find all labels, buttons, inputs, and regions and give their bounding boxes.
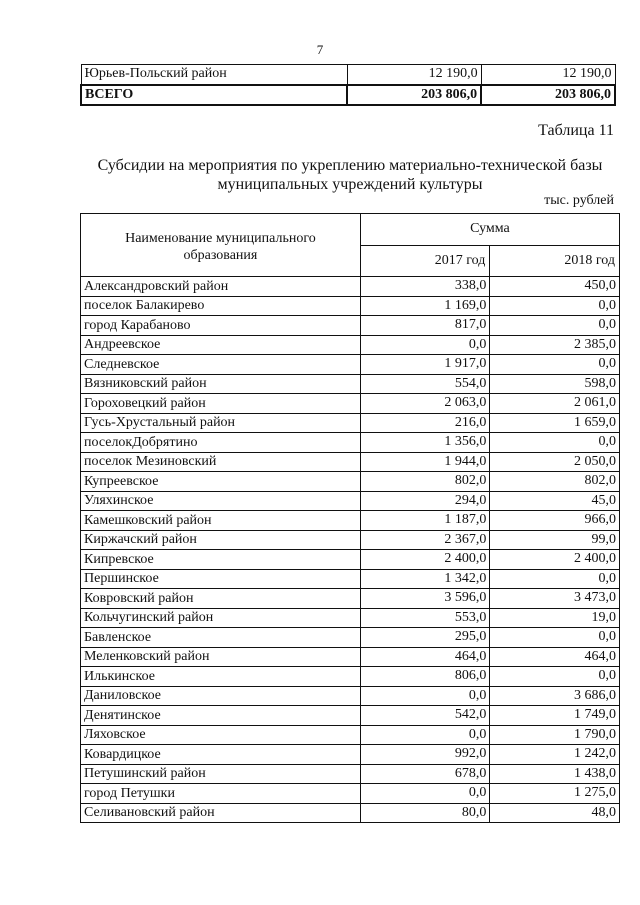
cell-2017: 802,0 xyxy=(360,472,490,492)
cell-name: Камешковский район xyxy=(81,511,361,531)
table-row xyxy=(81,530,620,550)
cell-name: поселок Мезиновский xyxy=(81,452,361,472)
cell-2018: 0,0 xyxy=(490,569,620,589)
cell-2018: 203 806,0 xyxy=(481,85,615,106)
cell-name: поселокДобрятино xyxy=(81,433,361,453)
header-year-2017: 2017 год xyxy=(360,245,490,277)
cell-2018: 1 659,0 xyxy=(490,413,620,433)
cell-2017: 1 169,0 xyxy=(360,296,490,316)
cell-name: Селивановский район xyxy=(81,803,361,823)
subsidies-table xyxy=(80,213,620,823)
continued-table xyxy=(80,64,616,106)
cell-2018: 3 473,0 xyxy=(490,589,620,609)
cell-2018: 1 275,0 xyxy=(490,784,620,804)
cell-2018: 45,0 xyxy=(490,491,620,511)
table-row xyxy=(81,277,620,297)
cell-2017: 992,0 xyxy=(360,745,490,765)
cell-name: поселок Балакирево xyxy=(81,296,361,316)
page-number: 7 xyxy=(316,42,324,57)
cell-2018: 2 385,0 xyxy=(490,335,620,355)
cell-2018: 0,0 xyxy=(490,667,620,687)
table-row xyxy=(81,745,620,765)
header-sum: Сумма xyxy=(360,214,619,246)
table-row xyxy=(81,413,620,433)
cell-2018: 1 749,0 xyxy=(490,706,620,726)
table-row xyxy=(81,647,620,667)
cell-2018: 802,0 xyxy=(490,472,620,492)
cell-2018: 1 242,0 xyxy=(490,745,620,765)
cell-name: ВСЕГО xyxy=(81,85,347,106)
cell-name: Купреевское xyxy=(81,472,361,492)
cell-2017: 678,0 xyxy=(360,764,490,784)
cell-2017: 338,0 xyxy=(360,277,490,297)
cell-name: Першинское xyxy=(81,569,361,589)
cell-2018: 1 438,0 xyxy=(490,764,620,784)
cell-name: Денятинское xyxy=(81,706,361,726)
cell-2018: 48,0 xyxy=(490,803,620,823)
header-name-line-1: Наименование муниципального xyxy=(125,231,316,246)
cell-2017: 2 367,0 xyxy=(360,530,490,550)
cell-2017: 1 917,0 xyxy=(360,355,490,375)
units-label: тыс. рублей xyxy=(544,193,614,208)
cell-2018: 0,0 xyxy=(490,628,620,648)
table-row xyxy=(81,296,620,316)
cell-2018: 3 686,0 xyxy=(490,686,620,706)
cell-2017: 553,0 xyxy=(360,608,490,628)
cell-2018: 598,0 xyxy=(490,374,620,394)
cell-name: город Карабаново xyxy=(81,316,361,336)
cell-2017: 294,0 xyxy=(360,491,490,511)
cell-2018: 464,0 xyxy=(490,647,620,667)
cell-2017: 0,0 xyxy=(360,784,490,804)
cell-name: Гусь-Хрустальный район xyxy=(81,413,361,433)
cell-2017: 1 187,0 xyxy=(360,511,490,531)
table-row xyxy=(81,452,620,472)
cell-2018: 0,0 xyxy=(490,433,620,453)
table-row xyxy=(81,433,620,453)
cell-name: город Петушки xyxy=(81,784,361,804)
total-row xyxy=(81,85,615,106)
cell-2018: 0,0 xyxy=(490,316,620,336)
table-row xyxy=(81,550,620,570)
table-row xyxy=(81,725,620,745)
table-row xyxy=(81,608,620,628)
cell-2018: 12 190,0 xyxy=(481,65,615,85)
cell-name: Кипревское xyxy=(81,550,361,570)
cell-name: Илькинское xyxy=(81,667,361,687)
table-title xyxy=(85,156,615,194)
cell-name: Киржачский район xyxy=(81,530,361,550)
table-row xyxy=(81,65,615,85)
cell-2017: 0,0 xyxy=(360,335,490,355)
table-row xyxy=(81,569,620,589)
cell-name: Юрьев-Польский район xyxy=(81,65,347,85)
table-row xyxy=(81,374,620,394)
cell-2017: 216,0 xyxy=(360,413,490,433)
cell-name: Ляховское xyxy=(81,725,361,745)
cell-name: Вязниковский район xyxy=(81,374,361,394)
table-row xyxy=(81,667,620,687)
table-row xyxy=(81,628,620,648)
cell-2017: 80,0 xyxy=(360,803,490,823)
cell-name: Гороховецкий район xyxy=(81,394,361,414)
cell-2017: 3 596,0 xyxy=(360,589,490,609)
cell-2017: 554,0 xyxy=(360,374,490,394)
table-row xyxy=(81,355,620,375)
cell-2017: 203 806,0 xyxy=(347,85,481,106)
cell-name: Уляхинское xyxy=(81,491,361,511)
cell-2018: 966,0 xyxy=(490,511,620,531)
cell-name: Даниловское xyxy=(81,686,361,706)
cell-2017: 542,0 xyxy=(360,706,490,726)
table-row xyxy=(81,589,620,609)
cell-2017: 2 400,0 xyxy=(360,550,490,570)
header-name xyxy=(81,214,361,277)
cell-2017: 817,0 xyxy=(360,316,490,336)
table-row xyxy=(81,784,620,804)
cell-name: Следневское xyxy=(81,355,361,375)
table-row xyxy=(81,394,620,414)
cell-2018: 0,0 xyxy=(490,296,620,316)
table-row xyxy=(81,316,620,336)
cell-2018: 2 400,0 xyxy=(490,550,620,570)
cell-2017: 806,0 xyxy=(360,667,490,687)
cell-2018: 2 050,0 xyxy=(490,452,620,472)
cell-2017: 1 356,0 xyxy=(360,433,490,453)
table-row xyxy=(81,335,620,355)
cell-name: Андреевское xyxy=(81,335,361,355)
table-row xyxy=(81,803,620,823)
cell-2018: 1 790,0 xyxy=(490,725,620,745)
cell-name: Бавленское xyxy=(81,628,361,648)
cell-name: Ковровский район xyxy=(81,589,361,609)
cell-2017: 464,0 xyxy=(360,647,490,667)
table-row xyxy=(81,472,620,492)
cell-2017: 0,0 xyxy=(360,725,490,745)
cell-2018: 2 061,0 xyxy=(490,394,620,414)
cell-2018: 0,0 xyxy=(490,355,620,375)
header-name-line-2: образования xyxy=(183,248,258,263)
cell-2017: 2 063,0 xyxy=(360,394,490,414)
cell-2017: 295,0 xyxy=(360,628,490,648)
table-row xyxy=(81,706,620,726)
cell-name: Александровский район xyxy=(81,277,361,297)
title-line-2: муниципальных учреждений культуры xyxy=(217,176,483,193)
cell-2018: 450,0 xyxy=(490,277,620,297)
table-row xyxy=(81,686,620,706)
cell-2018: 99,0 xyxy=(490,530,620,550)
cell-2018: 19,0 xyxy=(490,608,620,628)
cell-2017: 1 944,0 xyxy=(360,452,490,472)
cell-name: Ковардицкое xyxy=(81,745,361,765)
cell-2017: 1 342,0 xyxy=(360,569,490,589)
table-row xyxy=(81,511,620,531)
title-line-1: Субсидии на мероприятия по укреплению материально-технической базы xyxy=(97,157,603,174)
cell-2017: 12 190,0 xyxy=(347,65,481,85)
table-label: Таблица 11 xyxy=(538,122,614,139)
cell-2017: 0,0 xyxy=(360,686,490,706)
cell-name: Петушинский район xyxy=(81,764,361,784)
table-row xyxy=(81,491,620,511)
cell-name: Меленковский район xyxy=(81,647,361,667)
table-row xyxy=(81,764,620,784)
header-year-2018: 2018 год xyxy=(490,245,620,277)
cell-name: Кольчугинский район xyxy=(81,608,361,628)
